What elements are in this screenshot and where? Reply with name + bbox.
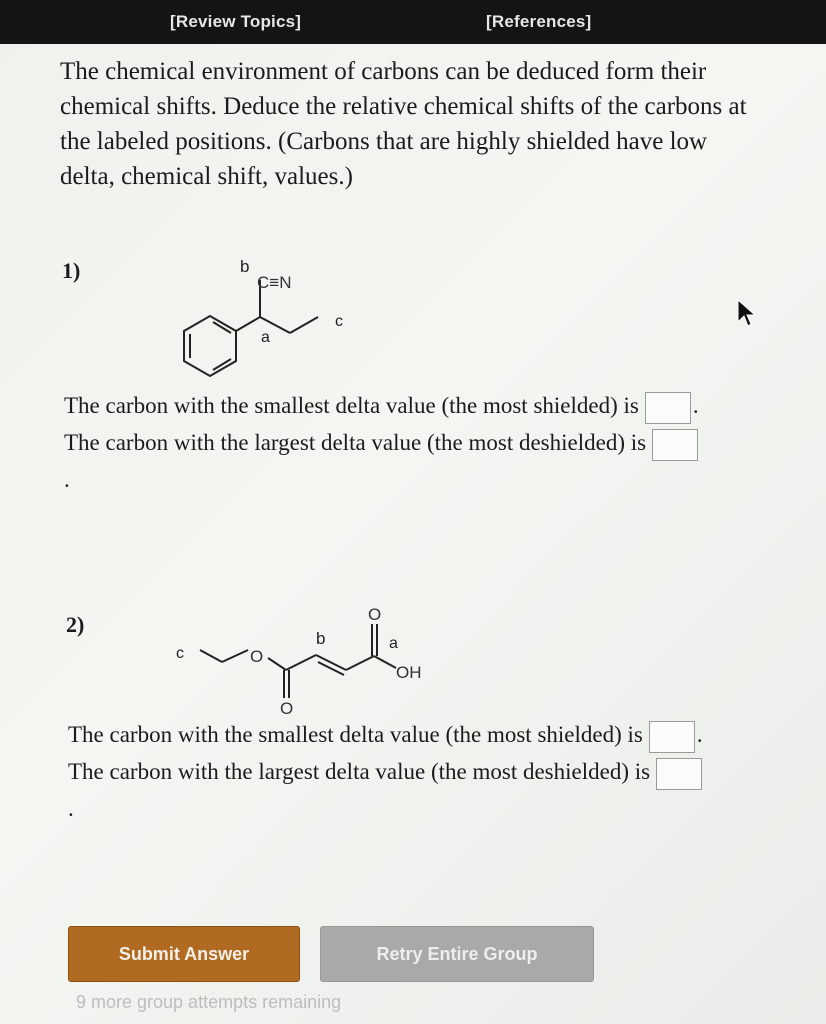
question-intro: The chemical environment of carbons can be deduced form their chemical shifts. Deduce the relative chemical shifts of the carbons at the labeled positions. (Carbons that are highly shielded have low delta, chemical shift, values.) — [60, 58, 747, 190]
q1-largest-answer-input[interactable] — [652, 429, 698, 461]
label-c: c — [335, 313, 343, 330]
attempts-remaining-text: 9 more group attempts remaining — [76, 992, 342, 1012]
question-1-structure — [160, 250, 400, 390]
top-nav-bar — [0, 0, 826, 44]
q2-largest-prompt: The carbon with the largest delta value (the most deshielded) is — [68, 759, 651, 784]
submit-answer-button[interactable]: Submit Answer — [68, 926, 300, 982]
question-1-answers — [64, 387, 704, 498]
benzene-ring — [184, 316, 236, 376]
label-o-ether: O — [250, 647, 264, 666]
label-o-top: O — [368, 605, 382, 624]
q2-largest-answer-input[interactable] — [656, 758, 702, 790]
label-b: b — [316, 629, 326, 648]
q1-smallest-prompt: The carbon with the smallest delta value (the most shielded) is — [64, 393, 639, 418]
q2-smallest-answer-input[interactable] — [649, 721, 695, 753]
bond-ester-c-to-b — [286, 655, 316, 670]
q1-largest-period: . — [64, 467, 70, 492]
q1-largest-prompt: The carbon with the largest delta value (the most deshielded) is — [64, 430, 647, 455]
q2-largest-period: . — [68, 796, 74, 821]
bond-a-to-oh — [374, 656, 396, 668]
review-topics-link[interactable]: [Review Topics] — [170, 12, 302, 31]
mouse-cursor-icon — [736, 298, 756, 328]
question-1-number: 1) — [62, 258, 81, 283]
bond-ch2-to-c — [290, 317, 318, 333]
label-c: c — [176, 645, 184, 662]
label-b: b — [240, 257, 250, 276]
q2-smallest-period: . — [696, 722, 703, 747]
label-oh: OH — [396, 663, 422, 682]
references-link[interactable]: [References] — [486, 12, 592, 31]
q1-smallest-answer-input[interactable] — [645, 392, 691, 424]
question-2-answers — [68, 716, 708, 827]
retry-entire-group-button[interactable]: Retry Entire Group — [320, 926, 594, 982]
bond-b-to-alkene-double — [318, 662, 344, 675]
question-2-structure — [160, 600, 460, 720]
label-a: a — [261, 329, 270, 346]
label-o-bottom: O — [280, 699, 294, 718]
label-nitrile: C≡N — [257, 273, 292, 292]
bond-ring-to-a — [236, 317, 260, 331]
q2-smallest-prompt: The carbon with the smallest delta value (the most shielded) is — [68, 722, 643, 747]
label-a: a — [389, 635, 398, 652]
bond-o-to-ester-c — [268, 658, 286, 670]
bond-c-to-ch2 — [200, 650, 222, 662]
q1-smallest-period: . — [692, 393, 699, 418]
bond-alkene-to-a — [346, 656, 374, 670]
bond-ch2-to-o — [222, 650, 248, 662]
question-2-number: 2) — [66, 612, 85, 637]
